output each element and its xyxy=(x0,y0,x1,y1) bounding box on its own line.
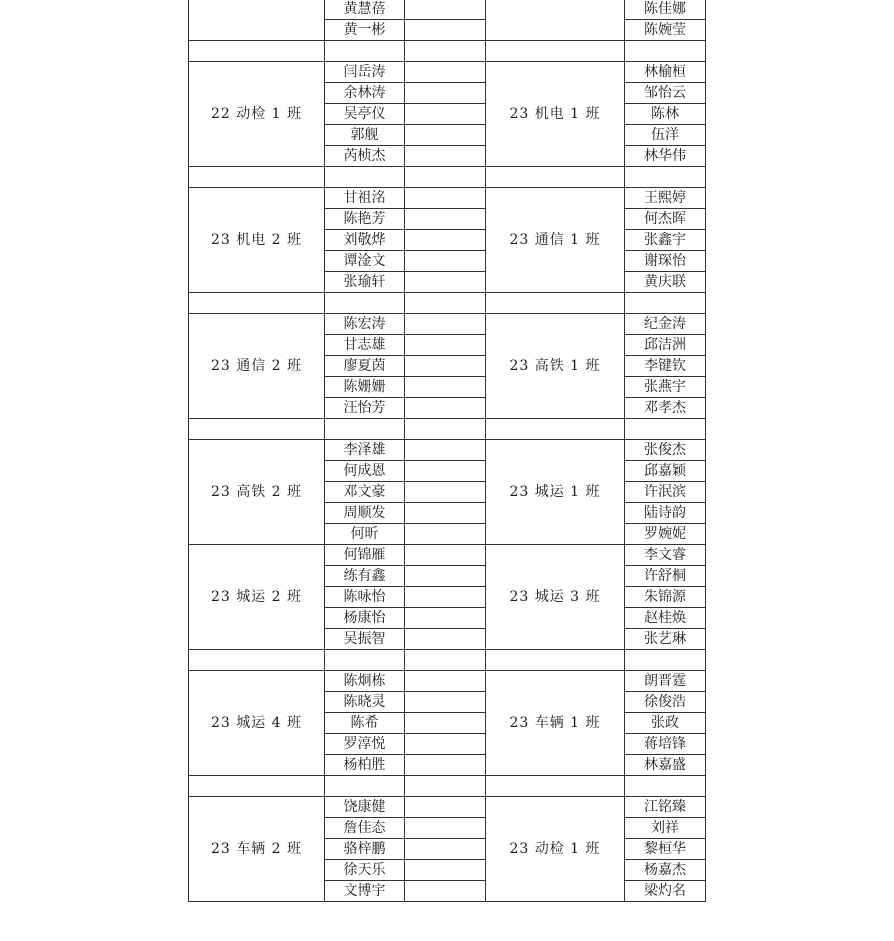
student-name-cell: 徐天乐 xyxy=(325,860,405,881)
table-row xyxy=(189,62,706,83)
student-name-cell: 汪怡芳 xyxy=(325,398,405,419)
student-name-cell: 黄庆联 xyxy=(625,272,706,293)
class-name-cell: 23 动检 1 班 xyxy=(486,797,625,902)
spacer-row xyxy=(189,167,706,188)
blank-cell xyxy=(405,398,486,419)
spacer-row xyxy=(189,41,706,62)
blank-cell xyxy=(405,545,486,566)
spacer-row xyxy=(189,419,706,440)
blank-cell xyxy=(405,356,486,377)
blank-cell xyxy=(405,272,486,293)
blank-cell xyxy=(405,587,486,608)
student-name-cell: 何杰晖 xyxy=(625,209,706,230)
student-name-cell: 江铭臻 xyxy=(625,797,706,818)
blank-cell xyxy=(405,482,486,503)
blank-cell xyxy=(405,461,486,482)
student-name-cell: 练有鑫 xyxy=(325,566,405,587)
student-name-cell: 吴振智 xyxy=(325,629,405,650)
student-name-cell: 伍洋 xyxy=(625,125,706,146)
student-name-cell: 何成恩 xyxy=(325,461,405,482)
student-name-cell: 邹怡云 xyxy=(625,83,706,104)
student-name-cell: 徐俊浩 xyxy=(625,692,706,713)
student-name-cell: 陈晓灵 xyxy=(325,692,405,713)
blank-cell xyxy=(405,839,486,860)
student-name-cell: 黄一彬 xyxy=(325,20,405,41)
student-name-cell: 甘祖洺 xyxy=(325,188,405,209)
student-name-cell: 李键钦 xyxy=(625,356,706,377)
class-name-cell: 23 机电 2 班 xyxy=(189,188,325,293)
student-name-cell: 邓孝杰 xyxy=(625,398,706,419)
blank-cell xyxy=(405,0,486,20)
blank-cell xyxy=(405,671,486,692)
student-name-cell: 王熙婷 xyxy=(625,188,706,209)
student-name-cell: 周顺发 xyxy=(325,503,405,524)
class-name-cell: 23 高铁 1 班 xyxy=(486,314,625,419)
blank-cell xyxy=(405,209,486,230)
class-name-cell: 23 通信 2 班 xyxy=(189,314,325,419)
student-name-cell: 余林涛 xyxy=(325,83,405,104)
student-name-cell: 饶康健 xyxy=(325,797,405,818)
roster-body xyxy=(189,0,706,902)
spacer-row xyxy=(189,293,706,314)
blank-cell xyxy=(405,230,486,251)
student-name-cell: 张瑜轩 xyxy=(325,272,405,293)
class-name-cell: 23 车辆 1 班 xyxy=(486,671,625,776)
blank-cell xyxy=(405,797,486,818)
blank-cell xyxy=(405,629,486,650)
table-row xyxy=(189,0,706,20)
student-name-cell: 杨康怡 xyxy=(325,608,405,629)
student-name-cell: 许泯滨 xyxy=(625,482,706,503)
student-name-cell: 陈咏怡 xyxy=(325,587,405,608)
student-name-cell: 张鑫宇 xyxy=(625,230,706,251)
student-name-cell: 陈宏涛 xyxy=(325,314,405,335)
student-name-cell: 陈林 xyxy=(625,104,706,125)
blank-cell xyxy=(405,62,486,83)
class-name-cell: 23 通信 1 班 xyxy=(486,188,625,293)
table-row xyxy=(189,188,706,209)
student-name-cell: 李泽雄 xyxy=(325,440,405,461)
student-name-cell: 林华伟 xyxy=(625,146,706,167)
student-name-cell: 林嘉盛 xyxy=(625,755,706,776)
blank-cell xyxy=(405,692,486,713)
student-name-cell: 张燕宇 xyxy=(625,377,706,398)
blank-cell xyxy=(405,314,486,335)
table-row xyxy=(189,545,706,566)
student-name-cell: 谢琛怡 xyxy=(625,251,706,272)
student-name-cell: 陈希 xyxy=(325,713,405,734)
student-name-cell: 谭淦文 xyxy=(325,251,405,272)
student-name-cell: 赵桂焕 xyxy=(625,608,706,629)
student-name-cell: 朗晋霆 xyxy=(625,671,706,692)
student-name-cell: 黄慧蓓 xyxy=(325,0,405,20)
class-name-cell: 22 动检 1 班 xyxy=(189,62,325,167)
student-name-cell: 芮桢杰 xyxy=(325,146,405,167)
class-cell-empty xyxy=(486,0,625,41)
class-name-cell: 23 高铁 2 班 xyxy=(189,440,325,545)
table-row xyxy=(189,797,706,818)
spacer-row xyxy=(189,650,706,671)
blank-cell xyxy=(405,440,486,461)
student-name-cell: 陆诗韵 xyxy=(625,503,706,524)
student-name-cell: 林榆桓 xyxy=(625,62,706,83)
blank-cell xyxy=(405,608,486,629)
student-name-cell: 詹佳态 xyxy=(325,818,405,839)
blank-cell xyxy=(405,881,486,902)
student-name-cell: 何锦雁 xyxy=(325,545,405,566)
student-name-cell: 纪金涛 xyxy=(625,314,706,335)
class-name-cell: 23 城运 3 班 xyxy=(486,545,625,650)
class-name-cell: 23 城运 4 班 xyxy=(189,671,325,776)
table-row xyxy=(189,671,706,692)
blank-cell xyxy=(405,524,486,545)
class-name-cell: 23 城运 1 班 xyxy=(486,440,625,545)
student-name-cell: 罗婉妮 xyxy=(625,524,706,545)
blank-cell xyxy=(405,125,486,146)
student-name-cell: 张艺琳 xyxy=(625,629,706,650)
student-name-cell: 刘敬烨 xyxy=(325,230,405,251)
student-name-cell: 陈佳娜 xyxy=(625,0,706,20)
table-row xyxy=(189,314,706,335)
blank-cell xyxy=(405,377,486,398)
student-name-cell: 邓文豪 xyxy=(325,482,405,503)
student-name-cell: 吴亭仪 xyxy=(325,104,405,125)
blank-cell xyxy=(405,335,486,356)
student-name-cell: 张俊杰 xyxy=(625,440,706,461)
student-name-cell: 陈炯栋 xyxy=(325,671,405,692)
blank-cell xyxy=(405,251,486,272)
student-name-cell: 骆梓鹏 xyxy=(325,839,405,860)
blank-cell xyxy=(405,566,486,587)
class-name-cell: 23 车辆 2 班 xyxy=(189,797,325,902)
blank-cell xyxy=(405,104,486,125)
blank-cell xyxy=(405,20,486,41)
student-name-cell: 杨柏胜 xyxy=(325,755,405,776)
class-name-cell: 23 城运 2 班 xyxy=(189,545,325,650)
student-name-cell: 廖夏茵 xyxy=(325,356,405,377)
student-name-cell: 邱洁洲 xyxy=(625,335,706,356)
blank-cell xyxy=(405,818,486,839)
student-name-cell: 闫岳涛 xyxy=(325,62,405,83)
class-cell-empty xyxy=(189,0,325,41)
roster-table xyxy=(188,0,706,902)
student-name-cell: 郭舰 xyxy=(325,125,405,146)
student-name-cell: 许舒桐 xyxy=(625,566,706,587)
student-name-cell: 文博宇 xyxy=(325,881,405,902)
student-name-cell: 蒋培锋 xyxy=(625,734,706,755)
student-name-cell: 梁灼名 xyxy=(625,881,706,902)
spacer-row xyxy=(189,776,706,797)
blank-cell xyxy=(405,146,486,167)
student-name-cell: 杨嘉杰 xyxy=(625,860,706,881)
blank-cell xyxy=(405,734,486,755)
student-name-cell: 李文睿 xyxy=(625,545,706,566)
student-name-cell: 陈姗姗 xyxy=(325,377,405,398)
class-name-cell: 23 机电 1 班 xyxy=(486,62,625,167)
student-name-cell: 邱嘉颖 xyxy=(625,461,706,482)
blank-cell xyxy=(405,188,486,209)
blank-cell xyxy=(405,860,486,881)
student-name-cell: 甘志雄 xyxy=(325,335,405,356)
table-row xyxy=(189,440,706,461)
student-name-cell: 罗淳悦 xyxy=(325,734,405,755)
blank-cell xyxy=(405,755,486,776)
blank-cell xyxy=(405,83,486,104)
blank-cell xyxy=(405,503,486,524)
blank-cell xyxy=(405,713,486,734)
student-name-cell: 陈艳芳 xyxy=(325,209,405,230)
student-name-cell: 黎桓华 xyxy=(625,839,706,860)
student-name-cell: 朱锦源 xyxy=(625,587,706,608)
student-name-cell: 刘祥 xyxy=(625,818,706,839)
student-name-cell: 何昕 xyxy=(325,524,405,545)
student-name-cell: 陈婉莹 xyxy=(625,20,706,41)
student-name-cell: 张政 xyxy=(625,713,706,734)
